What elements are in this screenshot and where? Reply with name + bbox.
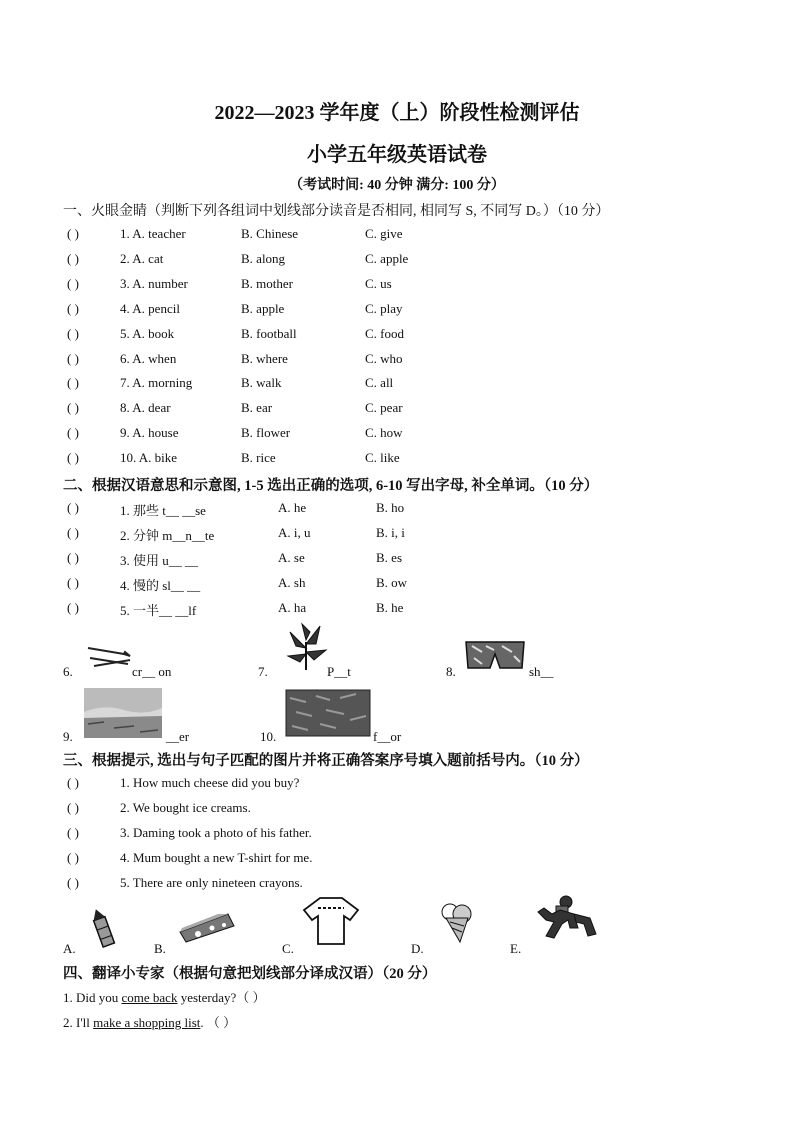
option-label: C.	[282, 941, 294, 956]
option-c: C. play	[365, 300, 403, 316]
question-text: 2. I'll	[63, 1015, 94, 1030]
sentence-text: 4. Mum bought a new T-shirt for me.	[120, 850, 313, 865]
option-c: C. pear	[365, 400, 403, 416]
option-label: A.	[63, 941, 76, 956]
option-c: C. give	[365, 226, 403, 241]
sentence-text: 5. There are only nineteen crayons.	[120, 875, 303, 890]
option-b: B. es	[376, 549, 402, 565]
shorts-icon	[464, 640, 526, 670]
option-a: 3. A. number	[120, 275, 188, 291]
exam-info: （考试时间: 40 分钟 满分: 100 分）	[289, 178, 505, 193]
option-b: B. apple	[241, 300, 285, 316]
answer-bracket[interactable]: ( )	[67, 775, 79, 790]
option-a: 7. A. morning	[120, 375, 193, 391]
section1-heading: 一、火眼金睛（判断下列各组词中划线部分读音是否相同, 相同写 S, 不同写 D。）（10 分）	[63, 204, 610, 219]
ice-cream-icon	[436, 900, 478, 944]
option-a: 9. A. house	[120, 425, 179, 441]
question-text: 3. 使用 u__ __	[120, 552, 199, 568]
option-a: A. he	[278, 500, 307, 515]
sentence-text: 1. How much cheese did you buy?	[120, 775, 300, 790]
option-a: 1. A. teacher	[120, 226, 186, 241]
pic-word: cr__ on	[132, 664, 172, 679]
option-b: B. ear	[241, 400, 273, 416]
option-c: C. food	[365, 325, 404, 341]
option-a: 6. A. when	[120, 350, 177, 366]
exam-subtitle: 小学五年级英语试卷	[307, 144, 487, 166]
exam-title: 2022—2023 学年度（上）阶段性检测评估	[214, 102, 580, 124]
answer-bracket[interactable]: ( )	[67, 875, 79, 890]
answer-blank[interactable]: . （ ）	[200, 1015, 237, 1030]
option-a: A. i, u	[278, 524, 311, 540]
river-icon	[84, 688, 162, 738]
option-b: B. ow	[376, 574, 408, 590]
crayons-icon	[84, 642, 134, 672]
option-label: D.	[411, 941, 424, 956]
answer-bracket[interactable]: ( )	[67, 599, 79, 615]
underlined-phrase: come back	[121, 990, 178, 1005]
answer-blank[interactable]: yesterday?（ ）	[177, 990, 266, 1005]
tshirt-icon	[302, 896, 360, 946]
answer-bracket[interactable]: ( )	[67, 800, 79, 815]
pic-question-number: 8.	[446, 664, 456, 679]
pic-question-number: 9.	[63, 729, 73, 744]
option-b: B. mother	[241, 275, 293, 291]
answer-bracket[interactable]: ( )	[67, 574, 79, 590]
translation-question-2	[63, 1012, 236, 1031]
pic-word: f__or	[373, 729, 402, 744]
option-a: 8. A. dear	[120, 400, 171, 416]
translation-question-1	[63, 987, 266, 1006]
question-text: 4. 慢的 sl__ __	[120, 577, 201, 593]
pic-question-number: 10.	[260, 729, 277, 744]
option-label: E.	[510, 941, 522, 956]
section2-heading: 二、根据汉语意思和示意图, 1-5 选出正确的选项, 6-10 写出字母, 补全单词。（10 分）	[63, 478, 599, 494]
question-text: 1. Did you	[63, 990, 122, 1005]
option-b: B. walk	[241, 375, 282, 391]
option-a: 10. A. bike	[120, 450, 178, 466]
option-b: B. i, i	[376, 524, 405, 540]
option-b: B. flower	[241, 425, 291, 441]
underlined-phrase: make a shopping list	[93, 1015, 201, 1030]
answer-bracket[interactable]: ( )	[67, 325, 79, 341]
pic-word: P__t	[327, 664, 351, 679]
section3-heading: 三、根据提示, 选出与句子匹配的图片并将正确答案序号填入题前括号内。（10 分）	[63, 753, 589, 769]
option-a: 2. A. cat	[120, 250, 164, 266]
pic-question-number: 6.	[63, 664, 73, 679]
option-b: B. along	[241, 250, 286, 266]
option-c: C. like	[365, 450, 400, 466]
cheese-icon	[178, 912, 236, 944]
option-b: B. football	[241, 325, 297, 341]
answer-bracket[interactable]: ( )	[67, 825, 79, 840]
option-b: B. Chinese	[241, 226, 299, 241]
answer-bracket[interactable]: ( )	[67, 500, 79, 515]
option-label: B.	[154, 941, 166, 956]
answer-bracket[interactable]: ( )	[67, 275, 79, 291]
answer-bracket[interactable]: ( )	[67, 250, 79, 266]
plant-icon	[282, 622, 330, 672]
photographer-icon	[534, 894, 600, 944]
answer-bracket[interactable]: ( )	[67, 850, 79, 865]
option-c: C. all	[365, 375, 394, 391]
option-c: C. apple	[365, 250, 409, 266]
option-c: C. how	[365, 425, 403, 441]
floor-icon	[286, 690, 370, 736]
question-text: 2. 分钟 m__n__te	[120, 527, 215, 543]
option-b: B. rice	[241, 450, 276, 466]
pic-word: sh__	[529, 664, 554, 679]
section4-heading: 四、翻译小专家（根据句意把划线部分译成汉语）（20 分）	[63, 966, 437, 982]
answer-bracket[interactable]: ( )	[67, 375, 79, 391]
option-a: A. sh	[278, 574, 306, 590]
answer-bracket[interactable]: ( )	[67, 425, 79, 441]
option-a: 5. A. book	[120, 325, 175, 341]
answer-bracket[interactable]: ( )	[67, 300, 79, 316]
option-b: B. ho	[376, 500, 405, 515]
answer-bracket[interactable]: ( )	[67, 350, 79, 366]
answer-bracket[interactable]: ( )	[67, 226, 79, 241]
question-text: 5. 一半__ __lf	[120, 602, 197, 618]
option-b: B. he	[376, 599, 404, 615]
option-a: A. se	[278, 549, 305, 565]
option-a: 4. A. pencil	[120, 300, 180, 316]
crayon-icon	[90, 908, 116, 950]
pic-word: __er	[166, 729, 190, 744]
option-c: C. who	[365, 350, 403, 366]
sentence-text: 3. Daming took a photo of his father.	[120, 825, 312, 840]
answer-bracket[interactable]: ( )	[67, 524, 79, 540]
answer-bracket[interactable]: ( )	[67, 450, 79, 466]
option-c: C. us	[365, 275, 392, 291]
answer-bracket[interactable]: ( )	[67, 549, 79, 565]
option-a: A. ha	[278, 599, 307, 615]
answer-bracket[interactable]: ( )	[67, 400, 79, 416]
sentence-text: 2. We bought ice creams.	[120, 800, 251, 815]
option-b: B. where	[241, 350, 288, 366]
pic-question-number: 7.	[258, 664, 268, 679]
question-text: 1. 那些 t__ __se	[120, 503, 206, 518]
